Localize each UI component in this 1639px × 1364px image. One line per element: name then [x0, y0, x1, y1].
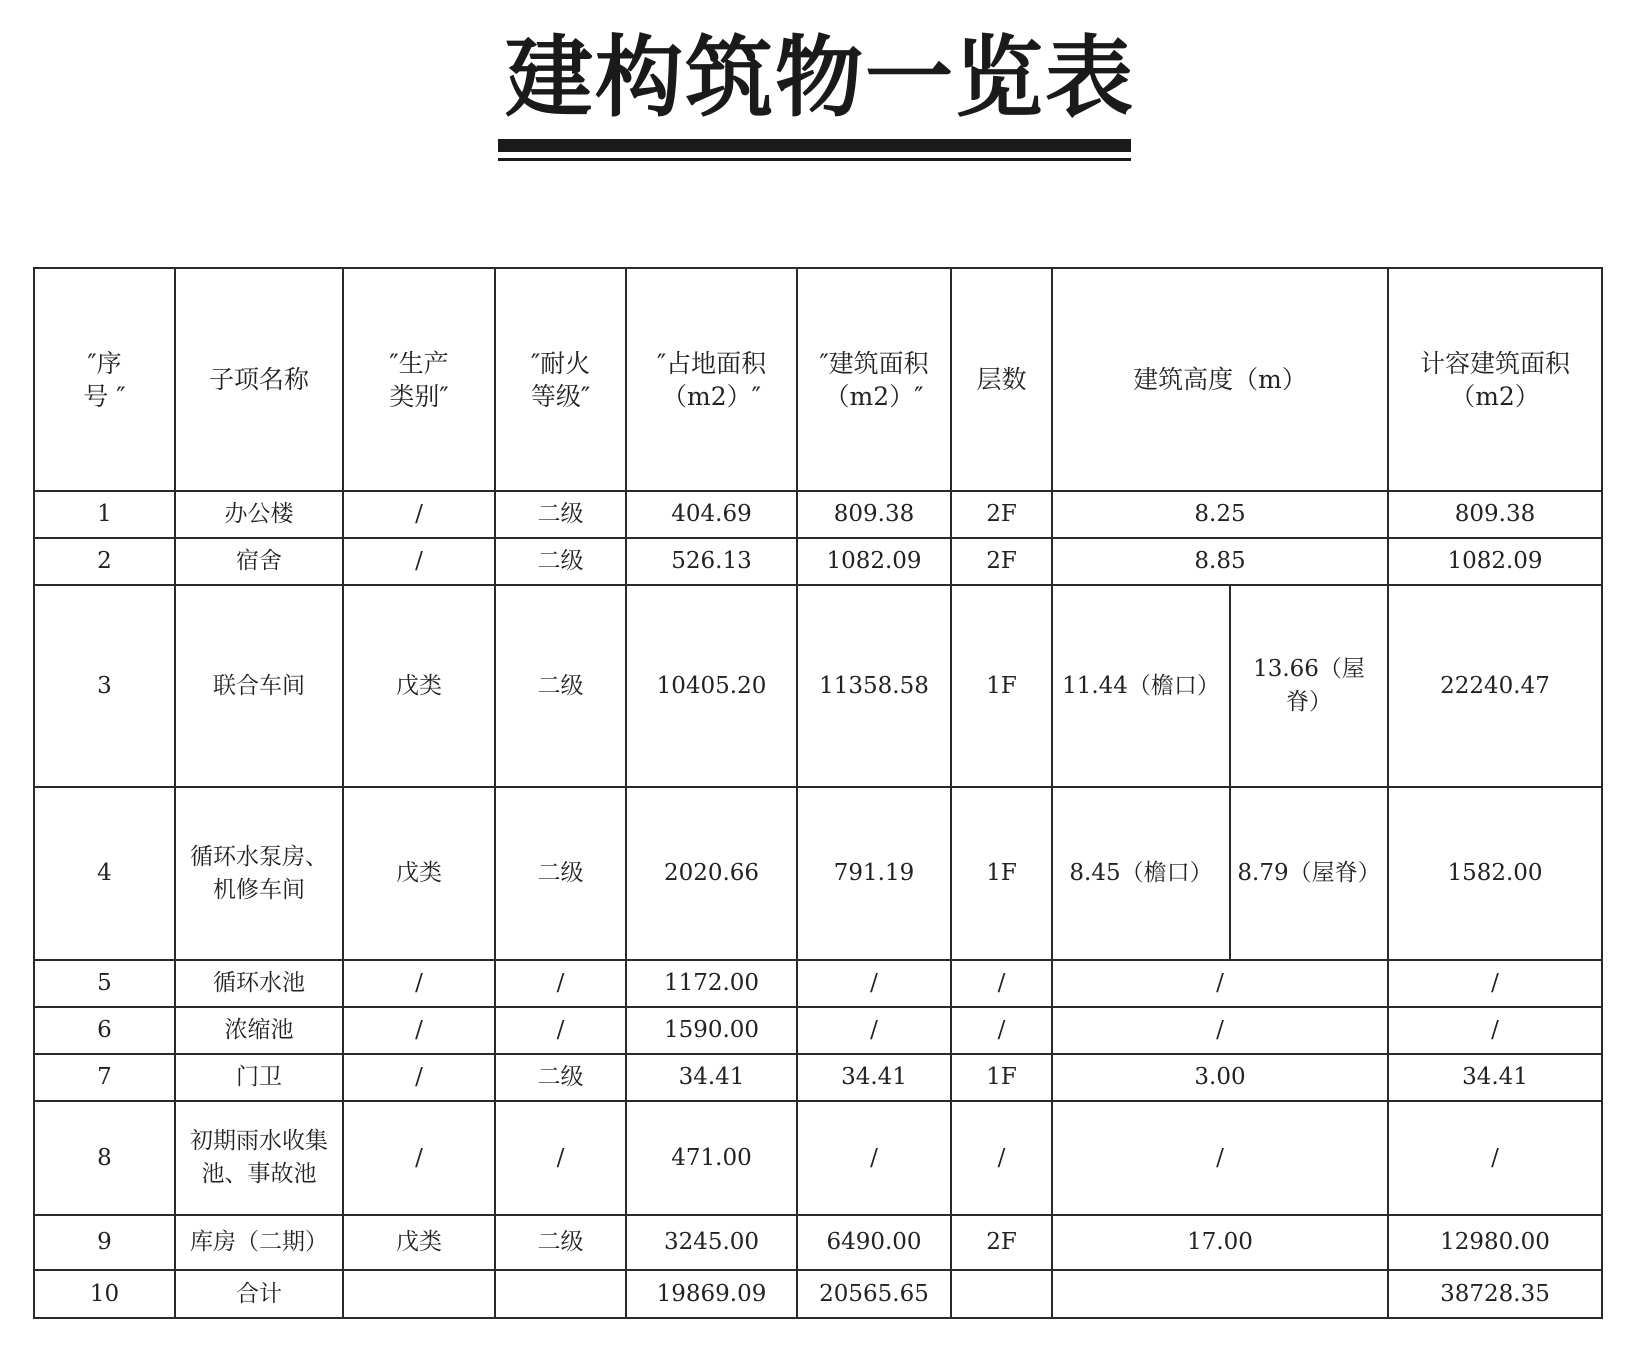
cell-height: 17.00 — [1052, 1215, 1388, 1270]
cell-capacity-area: 12980.00 — [1388, 1215, 1602, 1270]
cell-height: / — [1052, 1101, 1388, 1215]
cell-name: 门卫 — [175, 1054, 343, 1101]
table-row — [34, 1101, 1602, 1215]
cell-name: 循环水池 — [175, 960, 343, 1007]
cell-category: 戊类 — [343, 1215, 495, 1270]
cell-height: 3.00 — [1052, 1054, 1388, 1101]
cell-no: 9 — [34, 1215, 175, 1270]
header-floors: 层数 — [951, 268, 1052, 491]
cell-no: 1 — [34, 491, 175, 538]
table-row — [34, 491, 1602, 538]
cell-no: 2 — [34, 538, 175, 585]
cell-land-area: 2020.66 — [626, 787, 797, 960]
cell-floors: 2F — [951, 538, 1052, 585]
table-row — [34, 1054, 1602, 1101]
cell-fire-rating: 二级 — [495, 585, 626, 787]
cell-floors — [951, 1270, 1052, 1318]
header-row — [34, 268, 1602, 491]
cell-no: 6 — [34, 1007, 175, 1054]
cell-land-area: 34.41 — [626, 1054, 797, 1101]
cell-no: 3 — [34, 585, 175, 787]
cell-capacity-area: / — [1388, 1101, 1602, 1215]
cell-fire-rating: 二级 — [495, 1215, 626, 1270]
cell-name: 合计 — [175, 1270, 343, 1318]
cell-floors: / — [951, 960, 1052, 1007]
cell-capacity-area: 1582.00 — [1388, 787, 1602, 960]
cell-height: 8.25 — [1052, 491, 1388, 538]
cell-height-eave: 11.44（檐口） — [1052, 585, 1230, 787]
cell-fire-rating: / — [495, 1101, 626, 1215]
page-title: 建构筑物一览表 — [505, 26, 1136, 129]
cell-name: 联合车间 — [175, 585, 343, 787]
cell-building-area: 34.41 — [797, 1054, 951, 1101]
cell-capacity-area: 1082.09 — [1388, 538, 1602, 585]
cell-land-area: 19869.09 — [626, 1270, 797, 1318]
cell-capacity-area: 38728.35 — [1388, 1270, 1602, 1318]
cell-category: / — [343, 1101, 495, 1215]
cell-building-area: 20565.65 — [797, 1270, 951, 1318]
cell-floors: 1F — [951, 1054, 1052, 1101]
cell-category: / — [343, 1007, 495, 1054]
cell-category: / — [343, 538, 495, 585]
cell-floors: 2F — [951, 1215, 1052, 1270]
header-name: 子项名称 — [175, 268, 343, 491]
cell-building-area: 791.19 — [797, 787, 951, 960]
cell-fire-rating: 二级 — [495, 491, 626, 538]
cell-name: 初期雨水收集 池、事故池 — [175, 1101, 343, 1215]
cell-land-area: 526.13 — [626, 538, 797, 585]
table-row — [34, 1007, 1602, 1054]
cell-capacity-area: / — [1388, 1007, 1602, 1054]
cell-building-area: / — [797, 1007, 951, 1054]
cell-floors: 2F — [951, 491, 1052, 538]
cell-capacity-area: 809.38 — [1388, 491, 1602, 538]
cell-fire-rating: / — [495, 1007, 626, 1054]
total-row — [34, 1270, 1602, 1318]
cell-no: 4 — [34, 787, 175, 960]
cell-fire-rating: 二级 — [495, 538, 626, 585]
cell-floors: / — [951, 1101, 1052, 1215]
cell-land-area: 1590.00 — [626, 1007, 797, 1054]
cell-fire-rating — [495, 1270, 626, 1318]
cell-floors: 1F — [951, 585, 1052, 787]
cell-no: 8 — [34, 1101, 175, 1215]
cell-land-area: 1172.00 — [626, 960, 797, 1007]
cell-category: / — [343, 491, 495, 538]
table-row — [34, 1215, 1602, 1270]
cell-name: 宿舍 — [175, 538, 343, 585]
cell-category: 戊类 — [343, 585, 495, 787]
title-underline-thin — [498, 158, 1131, 161]
cell-capacity-area: 34.41 — [1388, 1054, 1602, 1101]
table-row — [34, 585, 1602, 787]
cell-building-area: 809.38 — [797, 491, 951, 538]
cell-height-ridge: 13.66（屋 脊） — [1230, 585, 1388, 787]
header-category: ″生产 类别″ — [343, 268, 495, 491]
cell-fire-rating: / — [495, 960, 626, 1007]
cell-no: 7 — [34, 1054, 175, 1101]
cell-name: 循环水泵房、 机修车间 — [175, 787, 343, 960]
cell-floors: / — [951, 1007, 1052, 1054]
cell-name: 办公楼 — [175, 491, 343, 538]
cell-height-eave: 8.45（檐口） — [1052, 787, 1230, 960]
header-no: ″序 号 ″ — [34, 268, 175, 491]
cell-land-area: 404.69 — [626, 491, 797, 538]
buildings-table — [33, 267, 1603, 1319]
cell-capacity-area: 22240.47 — [1388, 585, 1602, 787]
cell-category: 戊类 — [343, 787, 495, 960]
title-underline-thick — [498, 139, 1131, 152]
table-row — [34, 960, 1602, 1007]
header-fire-rating: ″耐火 等级″ — [495, 268, 626, 491]
cell-category — [343, 1270, 495, 1318]
cell-name: 库房（二期） — [175, 1215, 343, 1270]
cell-building-area: 11358.58 — [797, 585, 951, 787]
header-height: 建筑高度（m） — [1052, 268, 1388, 491]
table-row — [34, 787, 1602, 960]
header-land-area: ″占地面积 （m2）″ — [626, 268, 797, 491]
cell-height: 8.85 — [1052, 538, 1388, 585]
cell-fire-rating: 二级 — [495, 787, 626, 960]
cell-building-area: / — [797, 960, 951, 1007]
cell-no: 5 — [34, 960, 175, 1007]
cell-building-area: 6490.00 — [797, 1215, 951, 1270]
cell-height — [1052, 1270, 1388, 1318]
cell-no: 10 — [34, 1270, 175, 1318]
header-building-area: ″建筑面积 （m2）″ — [797, 268, 951, 491]
cell-height: / — [1052, 1007, 1388, 1054]
cell-land-area: 10405.20 — [626, 585, 797, 787]
cell-building-area: / — [797, 1101, 951, 1215]
cell-floors: 1F — [951, 787, 1052, 960]
table-row — [34, 538, 1602, 585]
cell-building-area: 1082.09 — [797, 538, 951, 585]
cell-land-area: 471.00 — [626, 1101, 797, 1215]
header-capacity-area: 计容建筑面积 （m2） — [1388, 268, 1602, 491]
cell-name: 浓缩池 — [175, 1007, 343, 1054]
cell-fire-rating: 二级 — [495, 1054, 626, 1101]
cell-height-ridge: 8.79（屋脊） — [1230, 787, 1388, 960]
cell-category: / — [343, 1054, 495, 1101]
cell-land-area: 3245.00 — [626, 1215, 797, 1270]
cell-capacity-area: / — [1388, 960, 1602, 1007]
cell-height: / — [1052, 960, 1388, 1007]
cell-category: / — [343, 960, 495, 1007]
